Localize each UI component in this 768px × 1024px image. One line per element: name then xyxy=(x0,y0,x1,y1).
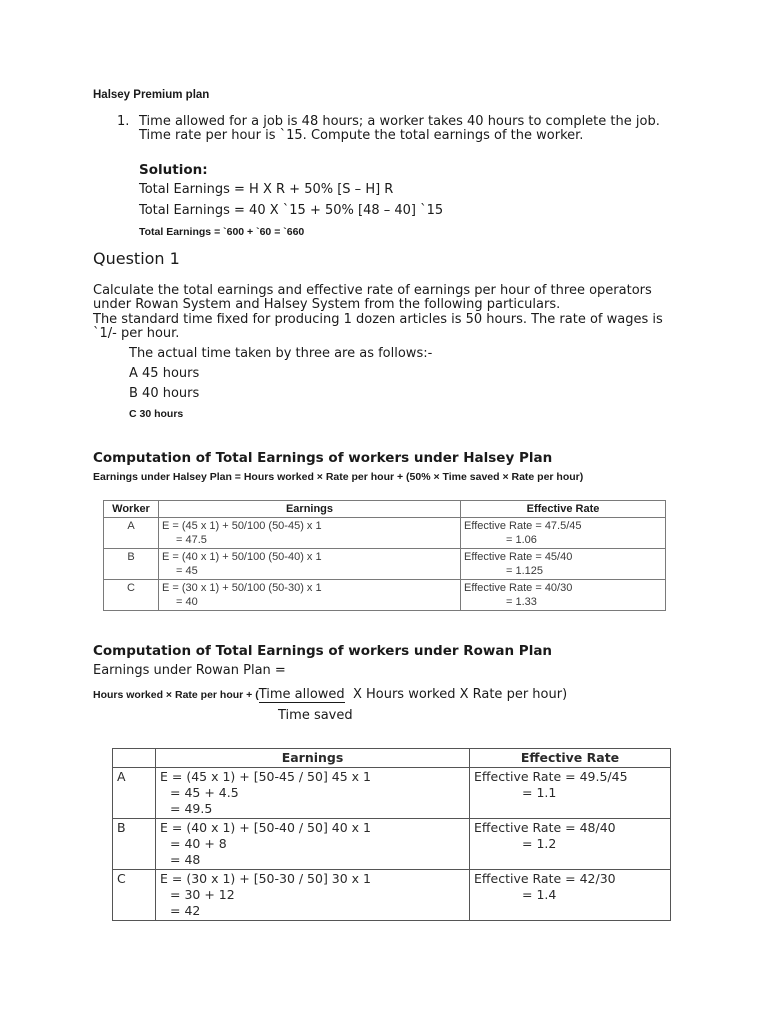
rate-line1: Effective Rate = 49.5/45 xyxy=(474,769,628,784)
rate-cell xyxy=(461,549,666,580)
earnings-line2: = 40 xyxy=(176,596,198,608)
question1-para-line2: under Rowan System and Halsey System from the following particulars. xyxy=(93,297,561,312)
earnings-line3: = 49.5 xyxy=(170,801,213,816)
earnings-cell xyxy=(156,768,470,819)
worker-cell: A xyxy=(113,768,156,819)
rate-line2: = 1.125 xyxy=(506,565,544,577)
table-row xyxy=(113,819,671,870)
rate-line1: Effective Rate = 40/30 xyxy=(464,582,573,594)
worker-cell: C xyxy=(113,870,156,921)
operator-b-time: B 40 hours xyxy=(129,386,200,401)
rate-cell xyxy=(470,768,671,819)
earnings-line3: = 42 xyxy=(170,903,201,918)
halsey-table xyxy=(103,500,666,611)
rate-cell xyxy=(470,870,671,921)
rowan-intro: Earnings under Rowan Plan = xyxy=(93,663,286,678)
rowan-computation-heading: Computation of Total Earnings of workers under Rowan Plan xyxy=(93,643,553,659)
rate-line1: Effective Rate = 42/30 xyxy=(474,871,616,886)
earnings-line1: E = (40 x 1) + [50-40 / 50] 40 x 1 xyxy=(160,820,372,835)
actual-time-intro: The actual time taken by three are as follows:- xyxy=(129,346,433,361)
earnings-line1: E = (45 x 1) + [50-45 / 50] 45 x 1 xyxy=(160,769,372,784)
rate-cell xyxy=(461,580,666,611)
rowan-formula xyxy=(93,683,567,702)
rowan-formula-denominator: Time saved xyxy=(278,708,353,723)
halsey-title: Halsey Premium plan xyxy=(93,89,210,101)
rowan-formula-right: X Hours worked X Rate per hour) xyxy=(352,687,568,702)
question-text-line1: Time allowed for a job is 48 hours; a worker takes 40 hours to complete the job. xyxy=(139,114,660,129)
earnings-line1: E = (30 x 1) + [50-30 / 50] 30 x 1 xyxy=(160,871,372,886)
question-number: 1. xyxy=(117,114,130,129)
rate-line1: Effective Rate = 45/40 xyxy=(464,551,573,563)
formula-line3: Total Earnings = `600 + `60 = `660 xyxy=(139,226,305,238)
rate-line2: = 1.2 xyxy=(522,836,557,851)
formula-line2: Total Earnings = 40 X `15 + 50% [48 – 40] `15 xyxy=(139,203,444,218)
rate-cell xyxy=(461,518,666,549)
header-effective-rate: Effective Rate xyxy=(470,749,671,768)
solution-label: Solution: xyxy=(139,162,208,178)
table-row xyxy=(104,580,666,611)
earnings-line1: E = (30 x 1) + 50/100 (50-30) x 1 xyxy=(162,582,322,594)
earnings-line1: E = (45 x 1) + 50/100 (50-45) x 1 xyxy=(162,520,322,532)
header-earnings: Earnings xyxy=(156,749,470,768)
earnings-line2: = 45 xyxy=(176,565,198,577)
rowan-formula-left: Hours worked × Rate per hour + ( xyxy=(93,689,259,701)
rate-cell xyxy=(470,819,671,870)
header-worker xyxy=(113,749,156,768)
worker-cell: A xyxy=(104,518,159,549)
table-header-row xyxy=(113,749,671,768)
question-text-line2: Time rate per hour is `15. Compute the total earnings of the worker. xyxy=(139,128,584,143)
halsey-formula: Earnings under Halsey Plan = Hours worked × Rate per hour + (50% × Time saved × Rate per hour) xyxy=(93,471,584,483)
earnings-line2: = 40 + 8 xyxy=(170,836,227,851)
table-row xyxy=(104,518,666,549)
rate-line1: Effective Rate = 48/40 xyxy=(474,820,616,835)
earnings-cell xyxy=(159,549,461,580)
question1-para-line3: The standard time fixed for producing 1 dozen articles is 50 hours. The rate of wages is xyxy=(93,312,663,327)
header-earnings: Earnings xyxy=(159,501,461,518)
rate-line2: = 1.33 xyxy=(506,596,537,608)
formula-line1: Total Earnings = H X R + 50% [S – H] R xyxy=(139,182,394,197)
rowan-formula-numerator: Time allowed xyxy=(258,687,345,702)
table-row xyxy=(113,768,671,819)
earnings-line3: = 48 xyxy=(170,852,201,867)
header-effective-rate: Effective Rate xyxy=(461,501,666,518)
operator-c-time: C 30 hours xyxy=(129,408,184,420)
table-header-row xyxy=(104,501,666,518)
earnings-cell xyxy=(159,580,461,611)
rate-line2: = 1.4 xyxy=(522,887,557,902)
rate-line2: = 1.06 xyxy=(506,534,537,546)
rate-line1: Effective Rate = 47.5/45 xyxy=(464,520,582,532)
earnings-line1: E = (40 x 1) + 50/100 (50-40) x 1 xyxy=(162,551,322,563)
worker-cell: B xyxy=(113,819,156,870)
earnings-cell xyxy=(156,819,470,870)
rate-line2: = 1.1 xyxy=(522,785,557,800)
worker-cell: C xyxy=(104,580,159,611)
table-row xyxy=(113,870,671,921)
earnings-cell xyxy=(156,870,470,921)
question1-para-line1: Calculate the total earnings and effective rate of earnings per hour of three operators xyxy=(93,283,652,298)
worker-cell: B xyxy=(104,549,159,580)
table-row xyxy=(104,549,666,580)
operator-a-time: A 45 hours xyxy=(129,366,200,381)
question1-para-line4: `1/- per hour. xyxy=(93,326,180,341)
header-worker: Worker xyxy=(104,501,159,518)
question1-heading: Question 1 xyxy=(93,249,180,268)
earnings-line2: = 30 + 12 xyxy=(170,887,235,902)
earnings-line2: = 45 + 4.5 xyxy=(170,785,239,800)
halsey-computation-heading: Computation of Total Earnings of workers under Halsey Plan xyxy=(93,450,553,466)
rowan-table xyxy=(112,748,671,921)
earnings-cell xyxy=(159,518,461,549)
earnings-line2: = 47.5 xyxy=(176,534,207,546)
